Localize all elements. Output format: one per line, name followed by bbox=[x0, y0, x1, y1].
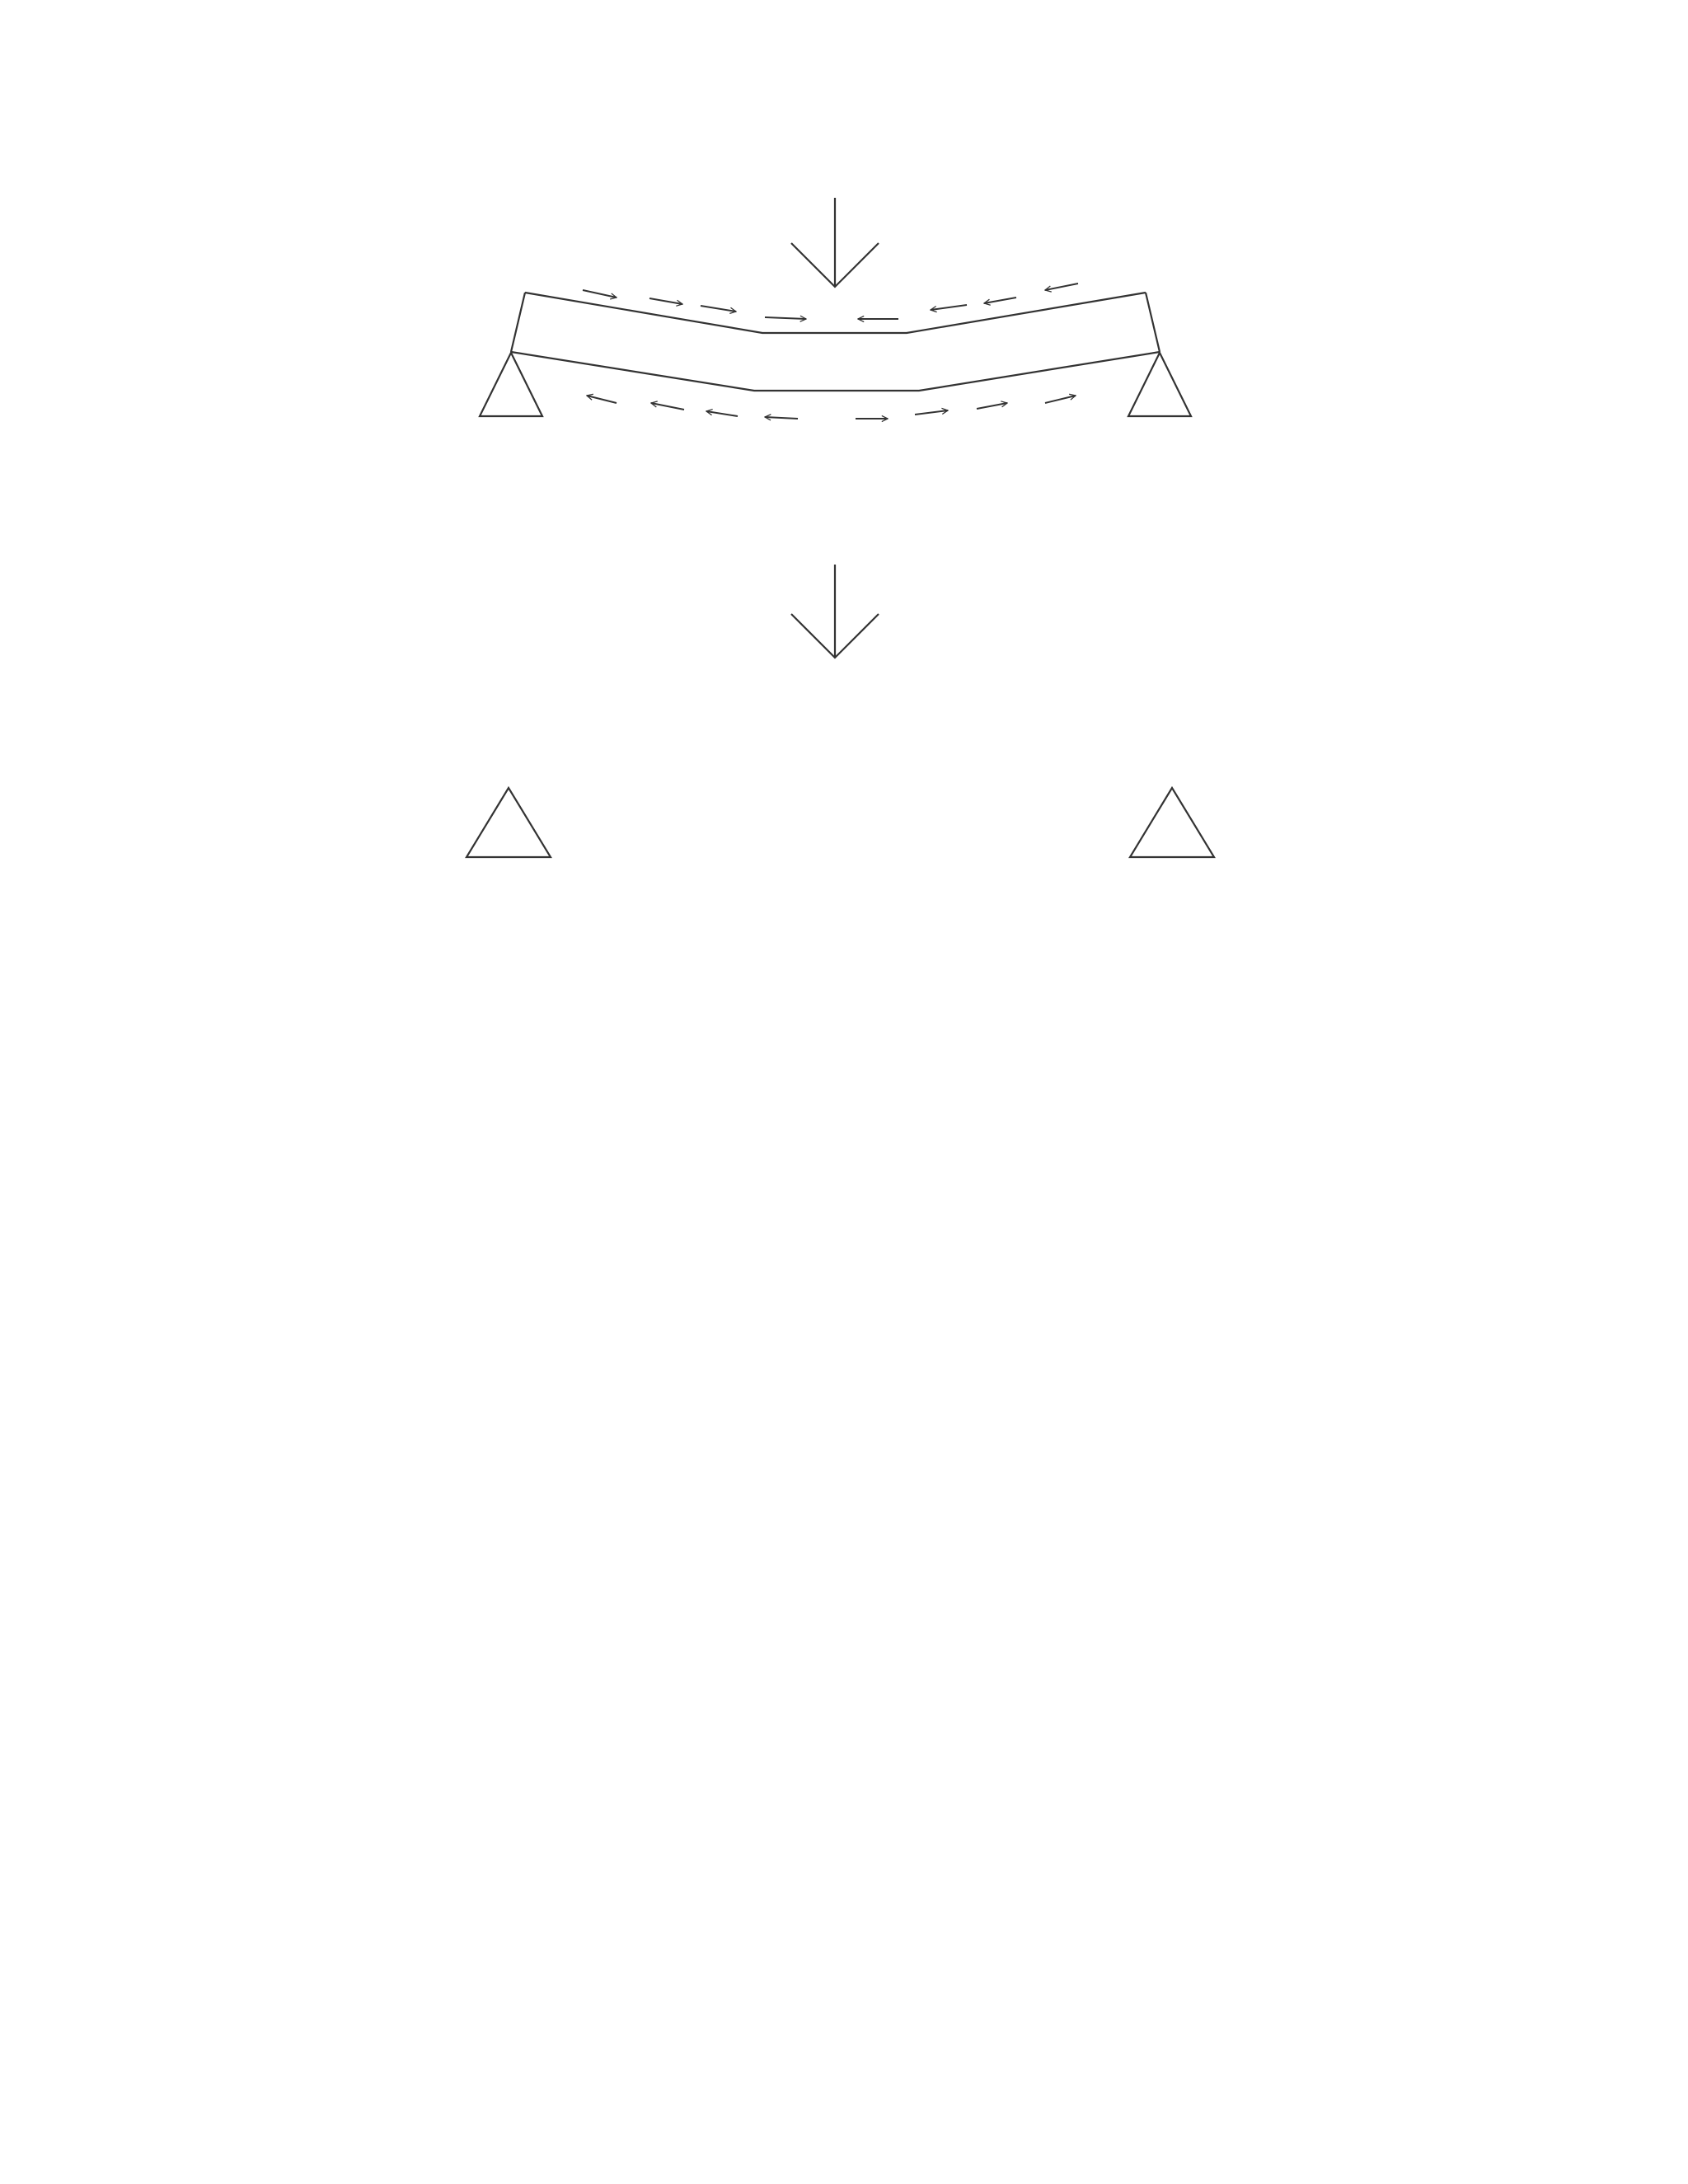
force-arrow bbox=[984, 298, 1016, 303]
beam-body bbox=[511, 293, 1160, 391]
truss-right-support bbox=[1130, 788, 1214, 857]
force-arrow bbox=[1045, 396, 1076, 403]
beam-right-support bbox=[1128, 353, 1191, 416]
force-arrow bbox=[706, 411, 738, 416]
force-arrow bbox=[765, 417, 798, 419]
force-arrow bbox=[915, 410, 948, 415]
top-edge-force-arrows bbox=[583, 284, 1078, 319]
force-arrow bbox=[651, 403, 684, 410]
beam-diagram bbox=[480, 198, 1191, 419]
truss-diagram bbox=[467, 565, 1214, 857]
force-arrow bbox=[765, 317, 806, 319]
beam-left-support bbox=[480, 353, 542, 416]
force-arrow bbox=[931, 305, 967, 310]
force-arrow bbox=[587, 396, 617, 403]
force-arrow bbox=[649, 298, 682, 304]
force-arrow bbox=[977, 403, 1007, 409]
bending-diagram bbox=[0, 0, 1688, 907]
bottom-edge-force-arrows bbox=[587, 396, 1076, 419]
force-arrow bbox=[583, 290, 617, 298]
force-arrow bbox=[701, 306, 736, 312]
truss-load-arrow bbox=[791, 565, 879, 658]
force-arrow bbox=[1045, 284, 1078, 290]
truss-left-support bbox=[467, 788, 551, 857]
beam-load-arrow bbox=[791, 198, 879, 287]
